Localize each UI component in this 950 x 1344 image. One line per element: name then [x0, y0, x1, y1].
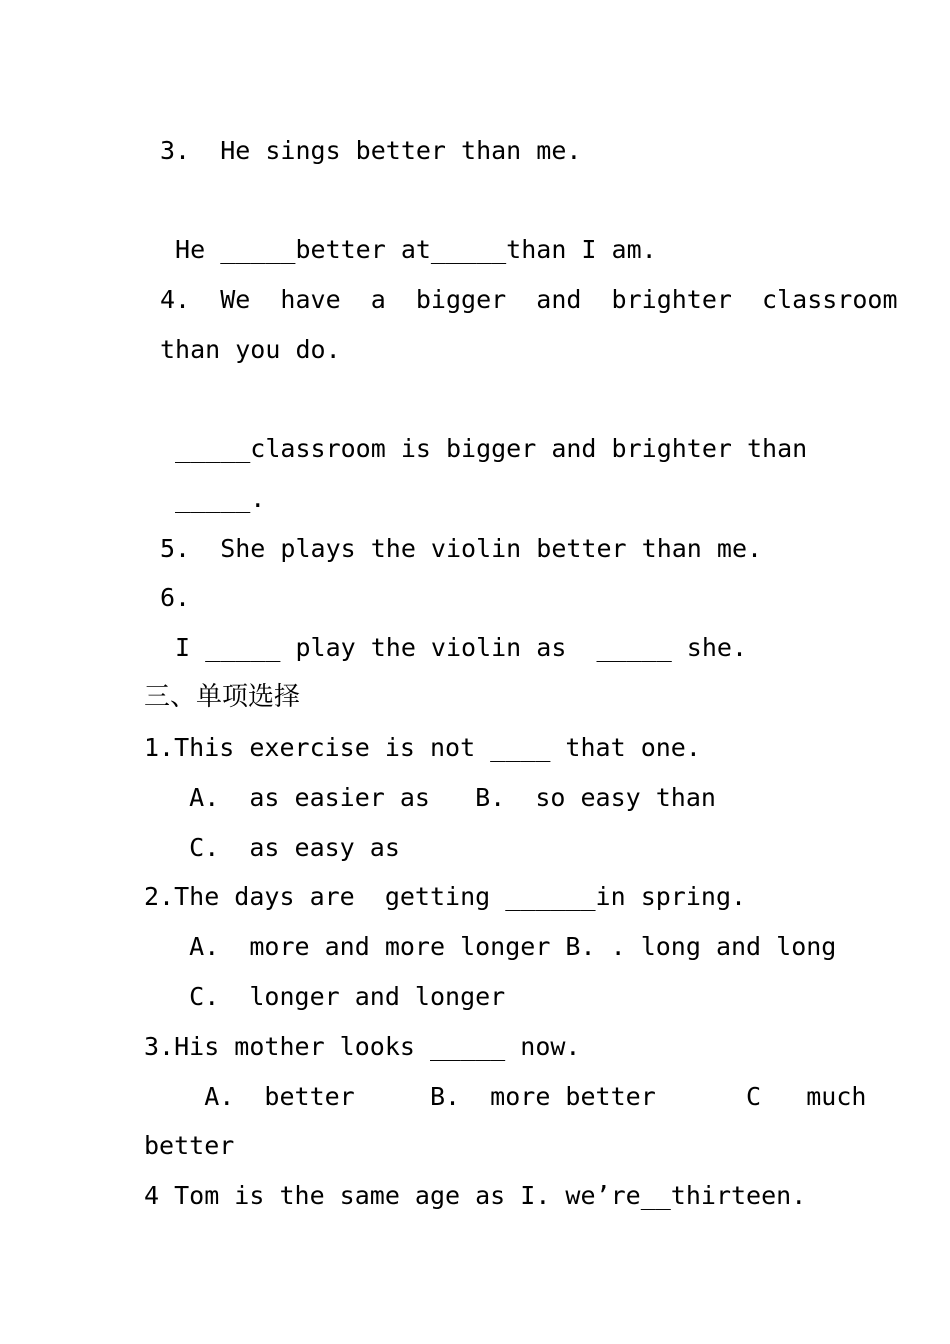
q4-original-sentence: 4. We have a bigger and brighter classroom: [160, 285, 898, 314]
q4-original-sentence-cont: than you do.: [160, 335, 341, 364]
q3-rewrite-line: He _____better at_____than I am.: [160, 235, 657, 264]
mc1-options-ab: A. as easier as B. so easy than: [144, 783, 716, 812]
q4-rewrite-line: _____classroom is bigger and brighter than: [160, 434, 808, 463]
q4-rewrite-line-cont: _____.: [160, 484, 266, 513]
mc3-question: 3.His mother looks _____ now.: [144, 1032, 581, 1061]
mc3-options: A. better B. more better C much: [144, 1082, 867, 1111]
mc3-options-cont: better: [144, 1131, 235, 1160]
mc1-question: 1.This exercise is not ____ that one.: [144, 733, 701, 762]
q6-rewrite-line: I _____ play the violin as _____ she.: [160, 633, 747, 662]
mc1-option-c: C. as easy as: [144, 833, 400, 862]
mc2-question: 2.The days are getting ______in spring.: [144, 882, 747, 911]
mc2-option-c: C. longer and longer: [144, 982, 506, 1011]
q5-original-sentence: 5. She plays the violin better than me.: [160, 534, 763, 563]
q3-original-sentence: 3. He sings better than me.: [160, 136, 582, 165]
mc4-question: 4 Tom is the same age as I. we’re__thirteen.: [144, 1181, 807, 1210]
mc2-options-ab: A. more and more longer B. . long and long: [144, 932, 837, 961]
q6-number: 6.: [160, 583, 191, 612]
section-heading-multiple-choice: 三、单项选择: [144, 682, 301, 712]
